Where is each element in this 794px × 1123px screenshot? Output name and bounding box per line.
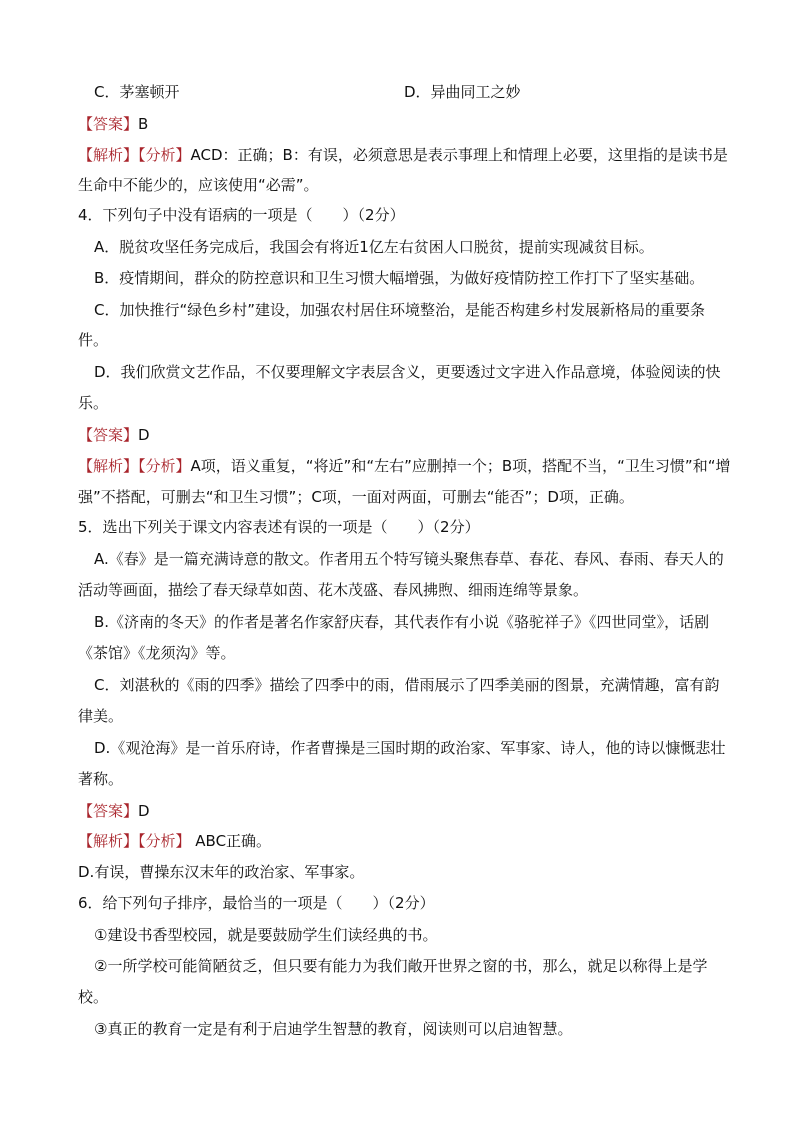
q6-sentence-1: ①建设书香型校园，就是要鼓励学生们读经典的书。 [94,926,438,944]
analysis-text: A项，语义重复，“将近”和“左右”应删掉一个；B项，搭配不当，“卫生习惯”和“增 [190,457,731,475]
q5-option-a: A.《春》是一篇充满诗意的散文。作者用五个特写镜头聚焦春草、春花、春风、春雨、春天人的 [94,550,724,568]
q5-option-c-cont: 律美。 [78,707,124,725]
q4-option-d-cont: 乐。 [78,394,109,412]
q4-option-d: D．我们欣赏文艺作品，不仅要理解文字表层含义，更要透过文字进入作品意境，体验阅读的快 [94,363,721,381]
analysis-tag: 【解析】【分析】 [78,457,191,475]
q4-analysis-line [78,456,730,476]
option-c: C．茅塞顿开 [94,83,180,101]
analysis-text: ABC正确。 [190,832,272,850]
q4-option-b: B．疫情期间，群众的防控意识和卫生习惯大幅增强，为做好疫情防控工作打下了坚实基础。 [94,269,705,287]
q5-option-a-cont: 活动等画面，描绘了春天绿草如茵、花木茂盛、春风拂煦、细雨连绵等景象。 [78,581,589,599]
question-4-stem: 4．下列句子中没有语病的一项是（ ）（2分） [78,206,405,224]
answer-tag: 【答案】 [78,115,139,133]
q6-sentence-3: ③真正的教育一定是有利于启迪学生智慧的教育，阅读则可以启迪智慧。 [94,1020,573,1038]
answer-tag: 【答案】 [78,426,139,444]
answer-value: B [138,115,149,133]
q5-option-b: B.《济南的冬天》的作者是著名作家舒庆春，其代表作有小说《骆驼祥子》《四世同堂》，话剧 [94,613,710,631]
q6-sentence-2: ②一所学校可能简陋贫乏，但只要有能力为我们敞开世界之窗的书，那么，就足以称得上是学 [94,957,708,975]
q5-option-c: C．刘湛秋的《雨的四季》描绘了四季中的雨，借雨展示了四季美丽的图景，充满情趣，富有韵 [94,676,720,694]
question-6-stem: 6．给下列句子排序，最恰当的一项是（ ）（2分） [78,894,435,912]
option-d: D．异曲同工之妙 [404,83,521,101]
q5-answer-line [78,801,150,821]
question-5-stem: 5．选出下列关于课文内容表述有误的一项是（ ）（2分） [78,518,480,536]
q6-sentence-2-cont: 校。 [78,988,109,1006]
analysis-tag: 【解析】【分析】 [78,146,191,164]
q4-answer-line [78,425,150,445]
answer-value: D [138,802,150,820]
q4-option-c-cont: 件。 [78,331,109,349]
analysis-text-cont: 生命中不能少的，应该使用“必需”。 [78,176,319,194]
q5-analysis-cont: D.有误，曹操东汉末年的政治家、军事家。 [78,863,365,881]
q5-option-d: D.《观沧海》是一首乐府诗，作者曹操是三国时期的政治家、军事家、诗人，他的诗以慷慨悲壮 [94,739,726,757]
q5-option-d-cont: 著称。 [78,770,124,788]
answer-value: D [138,426,150,444]
q4-option-a: A．脱贫攻坚任务完成后，我国会有将近1亿左右贫困人口脱贫，提前实现减贫目标。 [94,238,654,256]
q5-option-b-cont: 《茶馆》《龙须沟》等。 [78,644,236,662]
answer-tag: 【答案】 [78,802,139,820]
analysis-text: ACD：正确；B：有误，必须意思是表示事理上和情理上必要，这里指的是读书是 [190,146,728,164]
q4-option-c: C．加快推行“绿色乡村”建设，加强农村居住环境整治，是能否构建乡村发展新格局的重要条 [94,301,706,319]
answer-line [78,114,148,134]
q5-analysis-line [78,831,271,851]
q4-analysis-cont: 强”不搭配，可删去“和卫生习惯”；C项，一面对两面，可删去“能否”；D项，正确。 [78,488,634,506]
analysis-tag: 【解析】【分析】 [78,832,191,850]
analysis-line [78,145,728,165]
